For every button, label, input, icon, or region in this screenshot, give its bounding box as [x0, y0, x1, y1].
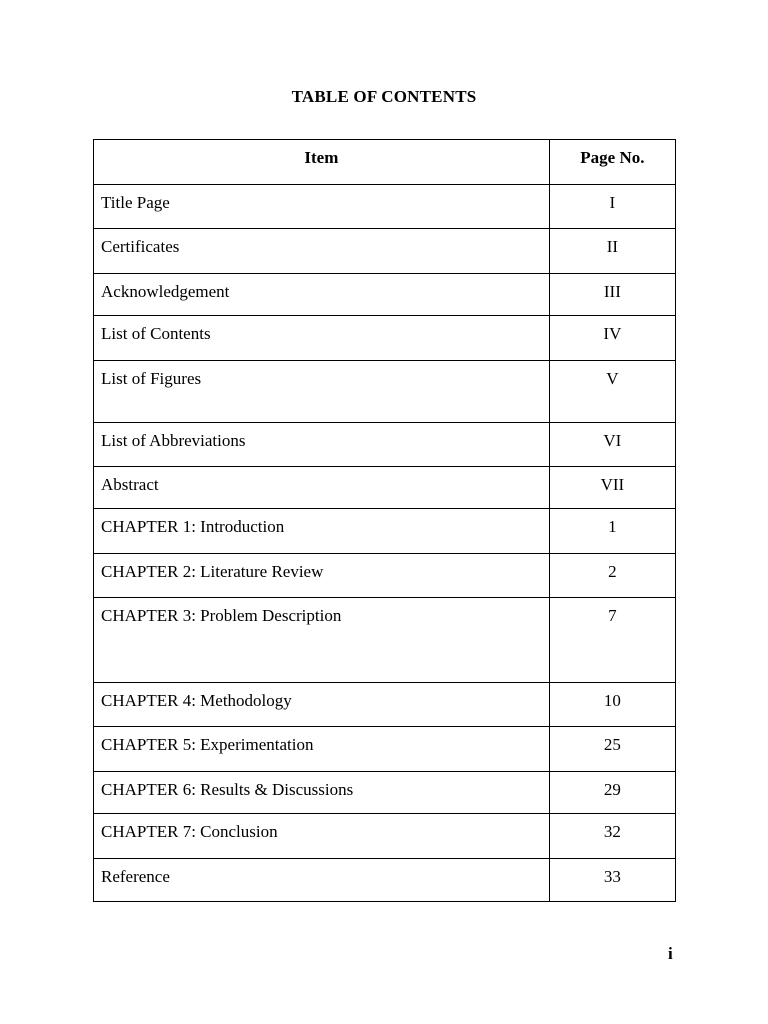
table-row [94, 185, 676, 229]
row-page: 25 [549, 727, 675, 772]
table-row [94, 229, 676, 274]
row-page: 1 [549, 509, 675, 554]
table-of-contents [93, 139, 676, 902]
row-page: 10 [549, 683, 675, 727]
row-item: CHAPTER 3: Problem Description [94, 598, 550, 683]
table-row [94, 554, 676, 598]
table-row [94, 509, 676, 554]
row-item: Title Page [94, 185, 550, 229]
row-item: CHAPTER 7: Conclusion [94, 814, 550, 859]
table-row [94, 361, 676, 423]
row-item: Abstract [94, 467, 550, 509]
row-page: VI [549, 423, 675, 467]
row-item: List of Figures [94, 361, 550, 423]
table-row [94, 727, 676, 772]
row-item: Reference [94, 859, 550, 902]
row-page: IV [549, 316, 675, 361]
table-row [94, 423, 676, 467]
table-row [94, 316, 676, 361]
row-item: Certificates [94, 229, 550, 274]
column-header-item: Item [94, 140, 550, 185]
table-header-row [94, 140, 676, 185]
row-page: 32 [549, 814, 675, 859]
table-row [94, 859, 676, 902]
table-row [94, 598, 676, 683]
row-page: III [549, 274, 675, 316]
row-page: I [549, 185, 675, 229]
row-item: CHAPTER 1: Introduction [94, 509, 550, 554]
row-page: VII [549, 467, 675, 509]
column-header-page: Page No. [549, 140, 675, 185]
row-item: Acknowledgement [94, 274, 550, 316]
row-item: List of Abbreviations [94, 423, 550, 467]
page-number: i [668, 944, 673, 963]
row-page: II [549, 229, 675, 274]
table-row [94, 274, 676, 316]
row-page: 2 [549, 554, 675, 598]
table-row [94, 772, 676, 814]
row-page: 33 [549, 859, 675, 902]
row-page: 29 [549, 772, 675, 814]
table-row [94, 814, 676, 859]
row-item: CHAPTER 2: Literature Review [94, 554, 550, 598]
row-item: CHAPTER 5: Experimentation [94, 727, 550, 772]
table-row [94, 683, 676, 727]
row-item: CHAPTER 4: Methodology [94, 683, 550, 727]
row-item: CHAPTER 6: Results & Discussions [94, 772, 550, 814]
row-page: V [549, 361, 675, 423]
page-title: TABLE OF CONTENTS [291, 87, 477, 106]
row-page: 7 [549, 598, 675, 683]
row-item: List of Contents [94, 316, 550, 361]
table-row [94, 467, 676, 509]
